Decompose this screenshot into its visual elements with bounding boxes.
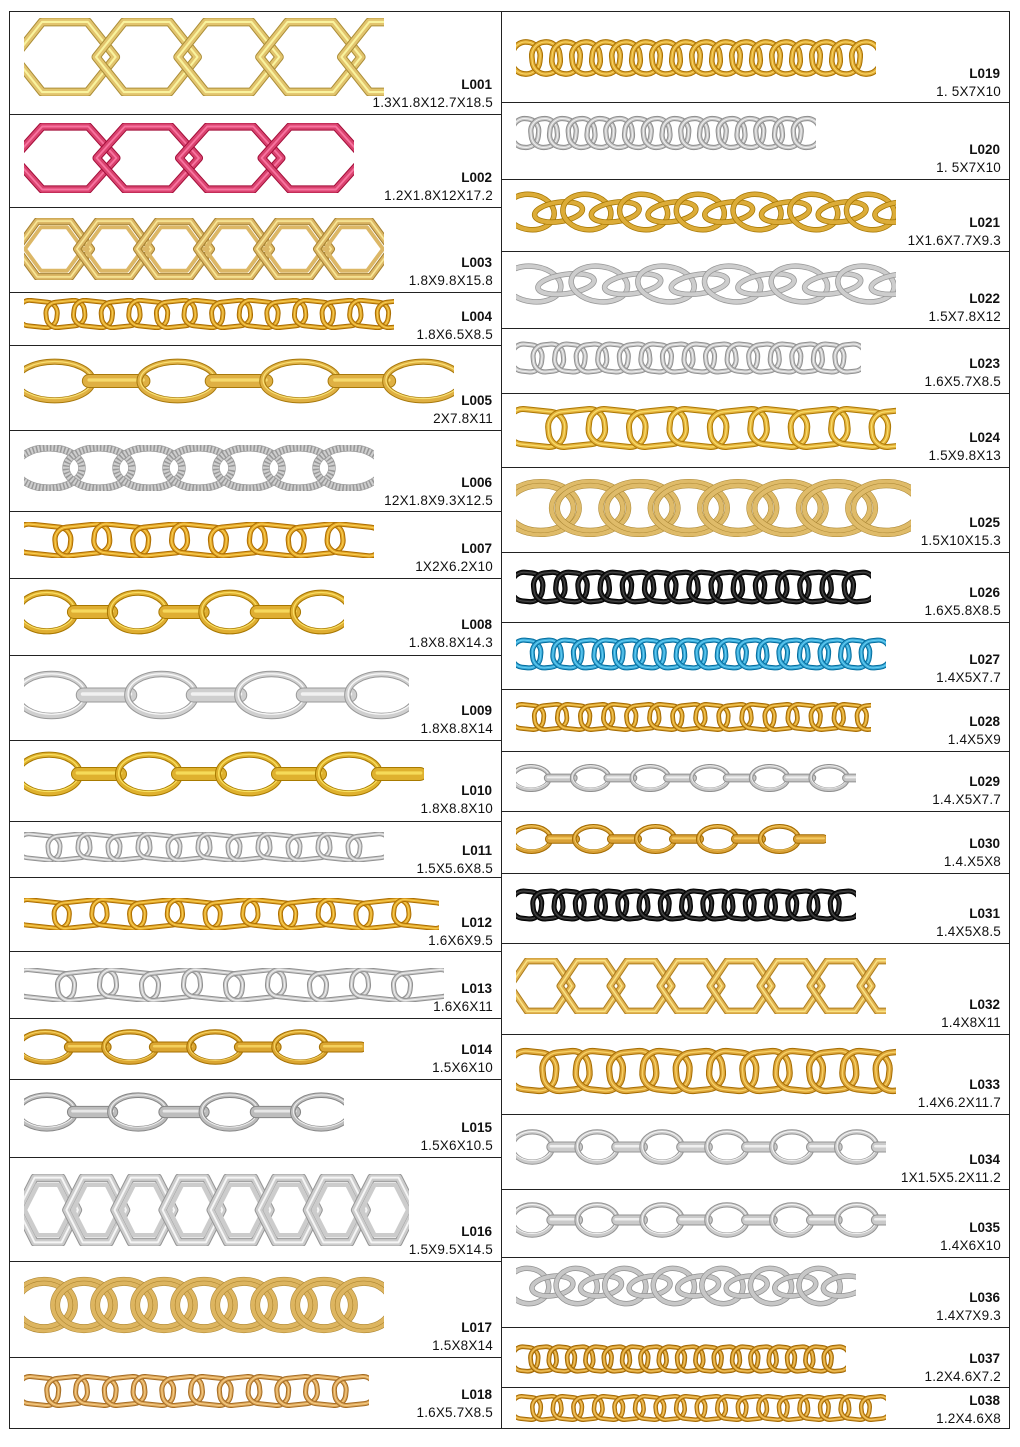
chain-link [574, 826, 612, 852]
chain-link [617, 191, 670, 233]
catalog-cell [10, 579, 501, 656]
chain-image [516, 190, 896, 234]
chain-link [602, 1266, 648, 1307]
chain-image [24, 898, 439, 930]
product-spec: 1.2X1.8X12X17.2 [384, 188, 493, 203]
chain-image [516, 1129, 886, 1165]
product-code: L011 [461, 843, 492, 858]
chain-link [860, 1395, 886, 1420]
chain-image [516, 702, 871, 732]
product-spec: 1.4X5X9 [947, 732, 1001, 747]
chain-link [760, 199, 810, 225]
chain-link [850, 41, 876, 76]
catalog-cell [10, 878, 501, 952]
product-code: L026 [969, 585, 1000, 600]
catalog-cell [10, 208, 501, 293]
product-code: L016 [461, 1224, 492, 1239]
left-catalog-column [9, 11, 502, 1429]
product-code: L027 [969, 652, 1000, 667]
chain-image [24, 445, 374, 491]
chain-image [516, 478, 911, 538]
product-code: L029 [969, 774, 1000, 789]
product-spec: 1.4X5X7.7 [936, 670, 1001, 685]
chain-link [635, 263, 696, 306]
product-spec: 1.6X6X11 [433, 999, 493, 1014]
product-spec: 1.5X6X10 [432, 1060, 493, 1075]
chain-link [703, 199, 753, 225]
catalog-cell [10, 1019, 501, 1080]
product-spec: 1.8X6.5X8.5 [416, 327, 493, 342]
chain-link [355, 1178, 409, 1243]
chain-link [871, 1142, 886, 1152]
chain-image [24, 1374, 369, 1408]
chain-link [393, 899, 439, 930]
chain-link [829, 890, 856, 920]
product-spec: 1.8X8.8X14 [420, 721, 493, 736]
catalog-cell [10, 822, 501, 878]
chain-image [516, 958, 886, 1014]
product-code: L013 [461, 981, 492, 996]
chain-link [372, 768, 425, 781]
catalog-cell [502, 1258, 1009, 1328]
product-code: L024 [969, 430, 1000, 445]
chain-link [737, 270, 796, 297]
product-code: L004 [461, 309, 492, 324]
chain-link [834, 343, 861, 373]
chain-image [24, 589, 344, 635]
catalog-cell [10, 12, 501, 115]
catalog-cell [502, 1328, 1009, 1388]
product-spec: 12X1.8X9.3X12.5 [384, 493, 493, 508]
catalog-cell [502, 180, 1009, 252]
chain-link [318, 754, 380, 793]
catalog-cell [10, 952, 501, 1019]
product-spec: 1.4X6X10 [940, 1238, 1001, 1253]
chain-image [516, 569, 871, 605]
chain-link [392, 968, 444, 1001]
product-code: L018 [461, 1387, 492, 1402]
catalog-cell [502, 468, 1009, 553]
chain-link [262, 127, 354, 190]
product-spec: 1.5X5.6X8.5 [416, 861, 493, 876]
chain-link [642, 1131, 682, 1162]
chain-image [516, 824, 826, 854]
catalog-cell [502, 623, 1009, 690]
product-code: L007 [461, 541, 492, 556]
product-spec: 1.5X6X10.5 [420, 1138, 493, 1153]
chain-link [787, 191, 840, 233]
product-spec: 1.8X8.8X14.3 [408, 635, 493, 650]
product-spec: 1.4X7X9.3 [936, 1308, 1001, 1323]
chain-link [760, 826, 798, 852]
product-spec: 1.2X4.6X7.2 [924, 1369, 1001, 1384]
product-spec: 1.8X9.8X15.8 [408, 273, 493, 288]
product-code: L028 [969, 714, 1000, 729]
chain-link [698, 826, 736, 852]
chain-link [237, 674, 305, 716]
product-code: L033 [969, 1077, 1000, 1092]
chain-link [702, 263, 763, 306]
chain-image [24, 1029, 364, 1065]
chain-image [24, 1174, 409, 1246]
product-spec: 1.4X6.2X11.7 [917, 1095, 1001, 1110]
product-code: L002 [461, 170, 492, 185]
chain-link [670, 270, 729, 297]
catalog-cell [502, 1190, 1009, 1258]
chain-link [110, 1095, 167, 1129]
chain-image [24, 522, 374, 558]
product-code: L015 [461, 1120, 492, 1135]
product-spec: 1.5X9.8X13 [928, 448, 1001, 463]
chain-image [516, 115, 816, 151]
chain-image [24, 18, 384, 96]
chain-image [516, 1202, 886, 1238]
product-spec: 2X7.8X11 [433, 411, 493, 426]
catalog-cell [10, 1262, 501, 1358]
chain-link [772, 1131, 812, 1162]
chain-link [333, 1375, 369, 1406]
catalog-cell [10, 1158, 501, 1262]
catalog-cell [502, 1115, 1009, 1190]
product-spec: 1.6X5.8X8.5 [924, 603, 1001, 618]
chain-link [201, 592, 258, 631]
product-code: L017 [461, 1320, 492, 1335]
product-code: L034 [969, 1152, 1000, 1167]
chain-image [24, 1276, 384, 1334]
chain-link [642, 1204, 682, 1235]
chain-link [274, 1031, 327, 1062]
catalog-cell [502, 690, 1009, 752]
chain-link [326, 523, 374, 557]
product-code: L012 [461, 915, 492, 930]
chain-link [674, 191, 727, 233]
chain-link [24, 22, 116, 92]
chain-link [651, 1266, 697, 1307]
chain-image [516, 637, 886, 671]
chain-link [707, 1131, 747, 1162]
chain-link [317, 221, 384, 277]
chain-link [139, 361, 215, 400]
chain-image [516, 888, 856, 922]
product-spec: 1.5X10X15.3 [920, 533, 1001, 548]
product-spec: 1X1.6X7.7X9.3 [907, 233, 1001, 248]
chain-link [773, 1274, 817, 1299]
chain-link [127, 674, 195, 716]
product-spec: 1. 5X7X10 [936, 160, 1001, 175]
product-code: L019 [969, 66, 1000, 81]
chain-link [319, 1042, 364, 1052]
product-spec: 1X2X6.2X10 [415, 559, 493, 574]
chain-link [792, 117, 816, 148]
chain-image [516, 1047, 896, 1095]
chain-image [24, 968, 444, 1002]
chain-link [803, 270, 862, 297]
chain-link [537, 270, 596, 297]
catalog-cell [10, 431, 501, 512]
chain-image [24, 751, 424, 797]
chain-link [843, 774, 856, 782]
chain-link [772, 1204, 812, 1235]
catalog-cell [502, 812, 1009, 874]
chain-link [603, 270, 662, 297]
product-code: L005 [461, 393, 492, 408]
chain-image [24, 298, 394, 330]
chain-link [748, 1266, 794, 1307]
catalog-cell [502, 1388, 1009, 1430]
product-code: L035 [969, 1220, 1000, 1235]
chain-link [347, 833, 384, 861]
chain-link [577, 1131, 617, 1162]
product-code: L036 [969, 1290, 1000, 1305]
chain-link [848, 482, 911, 535]
chain-link [561, 191, 614, 233]
chain-image [516, 406, 896, 450]
chain-link [24, 127, 116, 190]
chain-image [516, 262, 896, 306]
product-code: L001 [461, 77, 492, 92]
right-catalog-column [501, 11, 1010, 1429]
product-code: L031 [969, 906, 1000, 921]
chain-link [837, 1204, 877, 1235]
product-code: L008 [461, 617, 492, 632]
product-code: L038 [969, 1393, 1000, 1408]
chain-image [24, 218, 384, 280]
catalog-cell [502, 329, 1009, 394]
chain-image [24, 123, 354, 193]
product-spec: 1. 5X7X10 [936, 84, 1001, 99]
chain-image [24, 832, 384, 862]
catalog-cell [10, 293, 501, 346]
catalog-cell [10, 741, 501, 822]
chain-link [725, 1274, 769, 1299]
product-spec: 1.5X8X14 [432, 1338, 493, 1353]
chain-link [797, 1266, 843, 1307]
chain-link [769, 263, 830, 306]
chain-link [676, 1274, 720, 1299]
chain-link [189, 1031, 242, 1062]
chain-link [837, 1131, 877, 1162]
product-code: L023 [969, 356, 1000, 371]
chain-link [793, 835, 826, 843]
catalog-cell [10, 115, 501, 208]
catalog-cell [10, 1358, 501, 1430]
product-code: L003 [461, 255, 492, 270]
product-spec: 1.4X5X8.5 [936, 924, 1001, 939]
catalog-cell [502, 12, 1009, 103]
product-spec: 1.4X8X11 [941, 1015, 1001, 1030]
chain-link [262, 361, 338, 400]
chain-link [218, 754, 280, 793]
product-spec: 1.3X1.8X12.7X18.5 [372, 95, 493, 110]
chain-link [817, 199, 867, 225]
chain-link [844, 191, 896, 233]
product-code: L021 [969, 215, 1000, 230]
catalog-cell [10, 656, 501, 741]
chain-image [24, 1092, 344, 1132]
product-spec: 1.6X6X9.5 [428, 933, 493, 948]
chain-link [577, 1204, 617, 1235]
product-spec: 1.8X8.8X10 [420, 801, 493, 816]
chain-link [554, 1266, 600, 1307]
chain-image [24, 358, 454, 404]
chain-image [516, 1264, 856, 1308]
chain-link [871, 1215, 886, 1225]
product-code: L030 [969, 836, 1000, 851]
product-code: L022 [969, 291, 1000, 306]
chain-image [516, 38, 876, 78]
catalog-cell [502, 752, 1009, 812]
chain-link [731, 191, 784, 233]
product-code: L009 [461, 703, 492, 718]
chain-link [104, 1031, 157, 1062]
chain-image [516, 1394, 886, 1422]
catalog-cell [502, 1035, 1009, 1115]
catalog-cell [10, 512, 501, 579]
chain-link [579, 1274, 623, 1299]
chain-image [516, 764, 856, 792]
product-spec: 1.6X5.7X8.5 [416, 1405, 493, 1420]
chain-link [628, 1274, 672, 1299]
chain-image [516, 1344, 846, 1374]
product-spec: 1.4.X5X7.7 [932, 792, 1001, 807]
catalog-cell [10, 346, 501, 431]
chain-image [516, 341, 861, 375]
product-spec: 1.2X4.6X8 [936, 1411, 1001, 1426]
chain-link [531, 1274, 575, 1299]
catalog-cell [502, 103, 1009, 180]
chain-link [860, 639, 886, 669]
product-code: L020 [969, 142, 1000, 157]
chain-link [118, 754, 180, 793]
chain-link [201, 1095, 258, 1129]
chain-link [110, 592, 167, 631]
catalog-cell [502, 394, 1009, 468]
catalog-cell [502, 944, 1009, 1035]
chain-link [569, 263, 630, 306]
product-code: L025 [969, 515, 1000, 530]
chain-link [823, 1346, 846, 1373]
catalog-cell [502, 553, 1009, 623]
product-spec: 1.5X7.8X12 [928, 309, 1001, 324]
catalog-cell [502, 252, 1009, 329]
catalog-cell [10, 1080, 501, 1158]
product-spec: 1X1.5X5.2X11.2 [900, 1170, 1001, 1185]
chain-link [647, 199, 697, 225]
product-code: L006 [461, 475, 492, 490]
chain-image [24, 670, 409, 720]
chain-link [533, 199, 583, 225]
product-spec: 1.6X5.7X8.5 [924, 374, 1001, 389]
chain-link [843, 571, 871, 603]
product-spec: 1.4.X5X8 [943, 854, 1001, 869]
chain-link [333, 1279, 384, 1330]
chain-link [707, 1204, 747, 1235]
product-code: L032 [969, 997, 1000, 1012]
product-code: L014 [461, 1042, 492, 1057]
product-spec: 1.5X9.5X14.5 [408, 1242, 493, 1257]
chain-link [590, 199, 640, 225]
chain-link [835, 263, 896, 306]
product-code: L010 [461, 783, 492, 798]
catalog-cell [502, 874, 1009, 944]
product-code: L037 [969, 1351, 1000, 1366]
chain-link [636, 826, 674, 852]
chain-link [700, 1266, 746, 1307]
